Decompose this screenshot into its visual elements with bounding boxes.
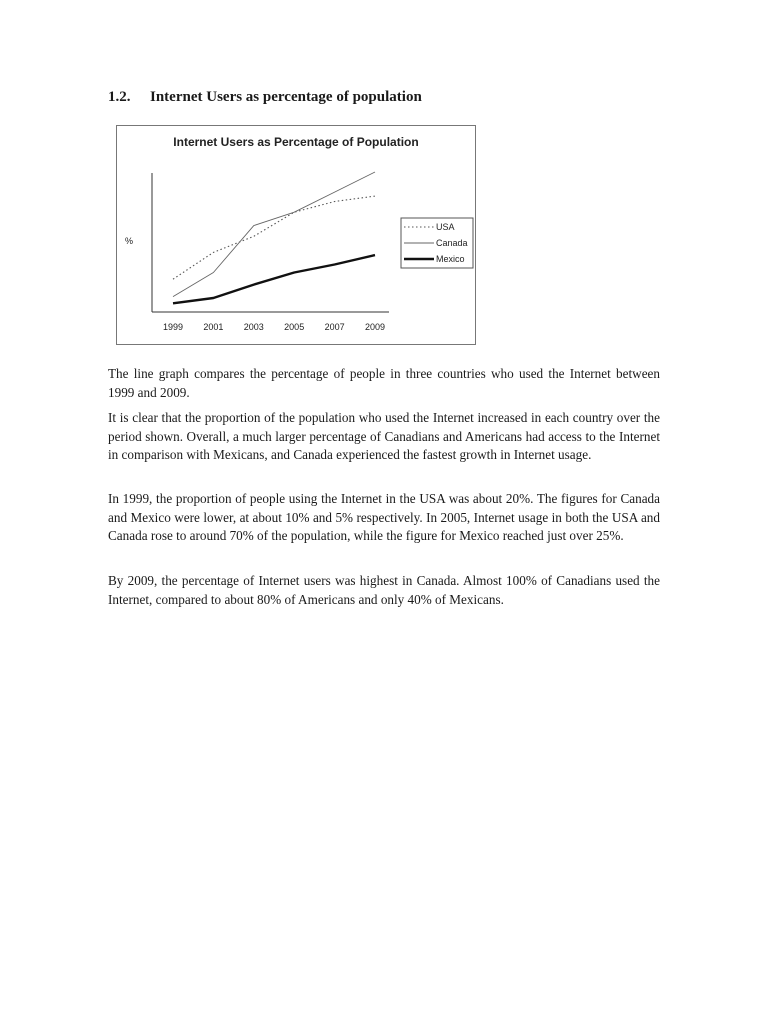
x-tick-label: 2005 [284, 322, 305, 332]
x-tick-label: 1999 [162, 322, 184, 332]
paragraph-3: In 1999, the proportion of people using the Internet in the USA was about 20%. The figures for Canada and Mexico were lower, at about 10% and 5% respectively. In 2005, Internet usage in both the USA and Canada rose to around 70% of the population, while the figure for Mexico reached just over 25%. [108, 491, 660, 544]
series-group [173, 172, 375, 304]
section-number: 1.2. [108, 89, 131, 105]
series-line-mexico [173, 255, 375, 303]
y-axis-label: % [125, 236, 134, 246]
x-tick-label: 2001 [203, 322, 224, 332]
x-tick-group [163, 322, 385, 332]
x-tick-label: 2007 [324, 322, 345, 332]
section-title: Internet Users as percentage of population [150, 89, 422, 105]
paragraph-1: The line graph compares the percentage of people in three countries who used the Internet between 1999 and 2009. [108, 366, 660, 400]
legend-label-mexico: Mexico [436, 254, 465, 264]
line-chart [117, 126, 475, 344]
chart-title: Internet Users as Percentage of Population [173, 135, 419, 149]
chart-frame [116, 125, 476, 345]
legend-label-canada: Canada [436, 238, 468, 248]
legend [401, 218, 473, 268]
series-line-usa [173, 196, 375, 279]
section-heading [108, 89, 422, 106]
paragraph-4: By 2009, the percentage of Internet users was highest in Canada. Almost 100% of Canadians used the Internet, compared to about 80% of Americans and only 40% of Mexicans. [108, 573, 660, 607]
x-tick-label: 2009 [364, 322, 386, 332]
x-tick-label: 2003 [243, 322, 264, 332]
legend-label-usa: USA [436, 222, 455, 232]
paragraph-2: It is clear that the proportion of the population who used the Internet increased in each country over the period shown. Overall, a much larger percentage of Canadians and Americans had access to the Internet in comparison with Mexicans, and Canada experienced the fastest growth in Internet usage. [108, 410, 660, 463]
